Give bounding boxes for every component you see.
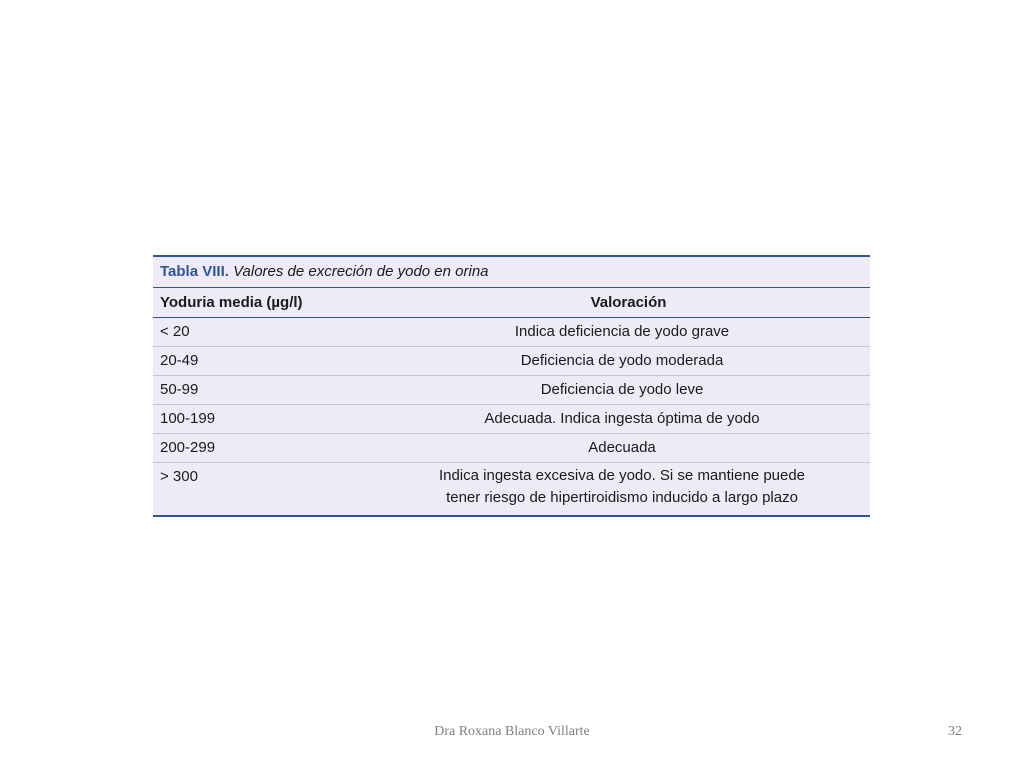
range-cell: > 300 (160, 468, 198, 485)
assessment-cell: Deficiencia de yodo moderada (387, 347, 870, 376)
table-row (153, 376, 870, 405)
assessment-cell (387, 463, 870, 516)
table-caption-title: Valores de excreción de yodo en orina (233, 263, 489, 280)
data-table (153, 288, 870, 515)
assessment-cell: Adecuada. Indica ingesta óptima de yodo (387, 405, 870, 434)
page-number: 32 (948, 724, 962, 739)
range-cell: 100-199 (153, 405, 387, 434)
assessment-cell: Deficiencia de yodo leve (387, 376, 870, 405)
range-cell: 200-299 (153, 434, 387, 463)
range-cell: 20-49 (153, 347, 387, 376)
table-caption-label: Tabla VIII. (160, 263, 229, 280)
table-header-row (153, 288, 870, 318)
table-row (153, 405, 870, 434)
assessment-line: tener riesgo de hipertiroidismo inducido a largo plazo (446, 489, 798, 506)
column-header-ioduria: Yoduria media (µg/l) (153, 288, 387, 318)
table-row (153, 434, 870, 463)
assessment-cell: Adecuada (387, 434, 870, 463)
iodine-excretion-table (153, 255, 870, 517)
assessment-line: Indica ingesta excesiva de yodo. Si se mantiene puede (438, 467, 806, 484)
range-cell: 50-99 (153, 376, 387, 405)
table-caption (153, 257, 870, 288)
table-row (153, 318, 870, 347)
table-row (153, 347, 870, 376)
assessment-cell: Indica deficiencia de yodo grave (387, 318, 870, 347)
column-header-valoracion: Valoración (387, 288, 870, 318)
footer-author: Dra Roxana Blanco Villarte (434, 724, 590, 739)
range-cell: < 20 (153, 318, 387, 347)
table-row (153, 463, 870, 516)
